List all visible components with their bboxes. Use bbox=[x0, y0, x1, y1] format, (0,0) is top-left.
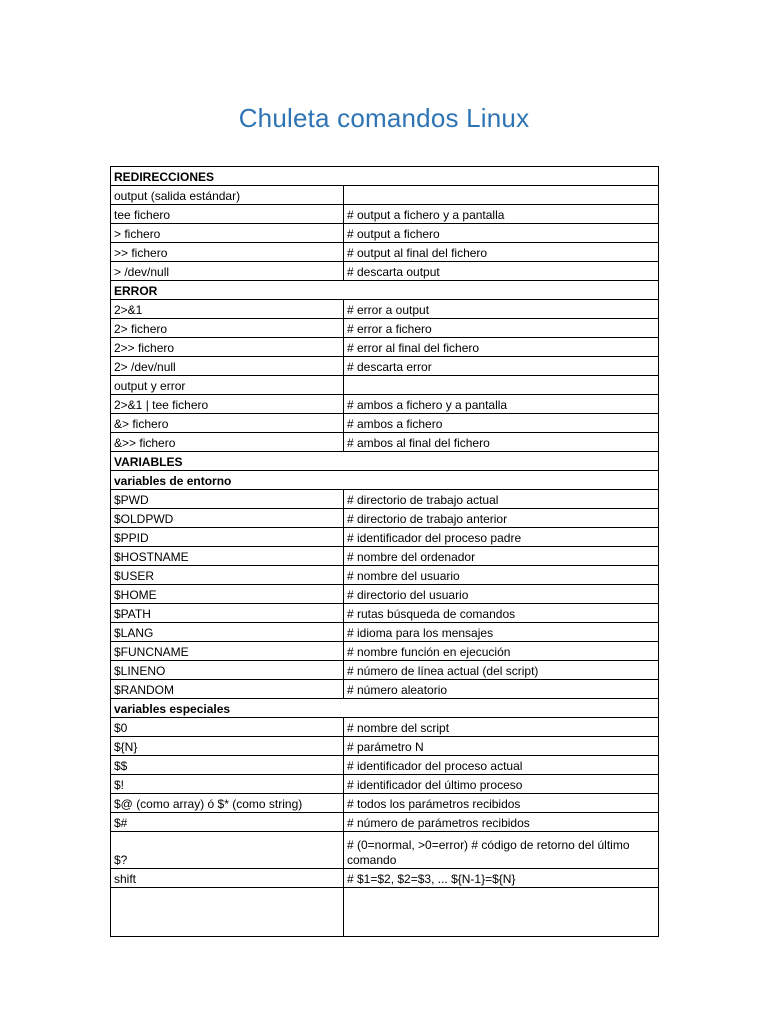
description-cell: # $1=$2, $2=$3, ... ${N-1}=${N} bbox=[344, 869, 659, 888]
table-row bbox=[111, 794, 659, 813]
command-cell: $@ (como array) ó $* (como string) bbox=[111, 794, 344, 813]
command-cell: >> fichero bbox=[111, 243, 344, 262]
description-cell: # nombre del usuario bbox=[344, 566, 659, 585]
table-row bbox=[111, 680, 659, 699]
command-cell: $RANDOM bbox=[111, 680, 344, 699]
section-title: REDIRECCIONES bbox=[111, 167, 659, 186]
table-row bbox=[111, 243, 659, 262]
table-row bbox=[111, 661, 659, 680]
section-title: VARIABLES bbox=[111, 452, 659, 471]
description-cell: # identificador del último proceso bbox=[344, 775, 659, 794]
table-row bbox=[111, 642, 659, 661]
command-cell: $LINENO bbox=[111, 661, 344, 680]
description-cell: # error a output bbox=[344, 300, 659, 319]
description-cell: # directorio de trabajo actual bbox=[344, 490, 659, 509]
section-header-row bbox=[111, 452, 659, 471]
command-cell: $HOSTNAME bbox=[111, 547, 344, 566]
description-cell: # número de línea actual (del script) bbox=[344, 661, 659, 680]
subsection-header-row bbox=[111, 699, 659, 718]
table-row bbox=[111, 319, 659, 338]
description-cell: # idioma para los mensajes bbox=[344, 623, 659, 642]
table-row bbox=[111, 509, 659, 528]
description-cell: # número aleatorio bbox=[344, 680, 659, 699]
table-row bbox=[111, 585, 659, 604]
table-row bbox=[111, 433, 659, 452]
command-cell: 2>&1 | tee fichero bbox=[111, 395, 344, 414]
description-cell bbox=[344, 888, 659, 937]
table-row bbox=[111, 813, 659, 832]
command-cell: $LANG bbox=[111, 623, 344, 642]
table-row bbox=[111, 756, 659, 775]
description-cell: # ambos a fichero y a pantalla bbox=[344, 395, 659, 414]
table-row bbox=[111, 224, 659, 243]
table-row bbox=[111, 775, 659, 794]
description-cell: # error al final del fichero bbox=[344, 338, 659, 357]
description-cell: # parámetro N bbox=[344, 737, 659, 756]
description-cell: # ambos a fichero bbox=[344, 414, 659, 433]
description-cell: # nombre del script bbox=[344, 718, 659, 737]
command-cell: ${N} bbox=[111, 737, 344, 756]
description-cell: # output al final del fichero bbox=[344, 243, 659, 262]
cheat-table-body bbox=[111, 167, 659, 937]
table-row bbox=[111, 718, 659, 737]
table-row bbox=[111, 414, 659, 433]
table-row bbox=[111, 869, 659, 888]
subsection-title: variables especiales bbox=[111, 699, 659, 718]
table-row bbox=[111, 623, 659, 642]
table-row bbox=[111, 737, 659, 756]
command-cell: 2>> fichero bbox=[111, 338, 344, 357]
table-row bbox=[111, 300, 659, 319]
table-row bbox=[111, 490, 659, 509]
table-row bbox=[111, 604, 659, 623]
table-row bbox=[111, 376, 659, 395]
table-row bbox=[111, 547, 659, 566]
command-cell: output (salida estándar) bbox=[111, 186, 344, 205]
command-cell: $0 bbox=[111, 718, 344, 737]
document-title: Chuleta comandos Linux bbox=[238, 103, 530, 133]
command-cell: shift bbox=[111, 869, 344, 888]
description-cell: # directorio de trabajo anterior bbox=[344, 509, 659, 528]
command-cell: output y error bbox=[111, 376, 344, 395]
command-cell: $# bbox=[111, 813, 344, 832]
command-cell: > fichero bbox=[111, 224, 344, 243]
description-cell: # identificador del proceso actual bbox=[344, 756, 659, 775]
command-cell: $USER bbox=[111, 566, 344, 585]
table-row bbox=[111, 338, 659, 357]
description-cell: # directorio del usuario bbox=[344, 585, 659, 604]
command-cell: 2>&1 bbox=[111, 300, 344, 319]
section-title: ERROR bbox=[111, 281, 659, 300]
description-cell: # descarta output bbox=[344, 262, 659, 281]
table-row bbox=[111, 262, 659, 281]
description-cell: # output a fichero bbox=[344, 224, 659, 243]
description-cell: # ambos al final del fichero bbox=[344, 433, 659, 452]
description-cell: # nombre función en ejecución bbox=[344, 642, 659, 661]
command-cell bbox=[111, 888, 344, 937]
command-cell: $HOME bbox=[111, 585, 344, 604]
description-cell: # nombre del ordenador bbox=[344, 547, 659, 566]
table-row bbox=[111, 832, 659, 869]
description-cell: # número de parámetros recibidos bbox=[344, 813, 659, 832]
description-cell: # error a fichero bbox=[344, 319, 659, 338]
command-cell: $PPID bbox=[111, 528, 344, 547]
command-cell: $$ bbox=[111, 756, 344, 775]
description-cell: # identificador del proceso padre bbox=[344, 528, 659, 547]
command-cell: $OLDPWD bbox=[111, 509, 344, 528]
description-cell bbox=[344, 186, 659, 205]
table-row bbox=[111, 888, 659, 937]
command-cell: $FUNCNAME bbox=[111, 642, 344, 661]
command-cell: &> fichero bbox=[111, 414, 344, 433]
table-row bbox=[111, 357, 659, 376]
command-cell: > /dev/null bbox=[111, 262, 344, 281]
command-cheat-table bbox=[110, 166, 659, 937]
description-cell: # output a fichero y a pantalla bbox=[344, 205, 659, 224]
table-row bbox=[111, 528, 659, 547]
subsection-header-row bbox=[111, 471, 659, 490]
section-header-row bbox=[111, 167, 659, 186]
section-header-row bbox=[111, 281, 659, 300]
command-cell: $PATH bbox=[111, 604, 344, 623]
command-cell: $? bbox=[111, 832, 344, 869]
command-cell: 2> fichero bbox=[111, 319, 344, 338]
command-cell: tee fichero bbox=[111, 205, 344, 224]
description-cell: # (0=normal, >0=error) # código de retorno del último comando bbox=[344, 832, 659, 869]
table-row bbox=[111, 566, 659, 585]
table-row bbox=[111, 395, 659, 414]
description-cell bbox=[344, 376, 659, 395]
table-row bbox=[111, 186, 659, 205]
command-cell: $PWD bbox=[111, 490, 344, 509]
command-cell: 2> /dev/null bbox=[111, 357, 344, 376]
table-row bbox=[111, 205, 659, 224]
command-cell: $! bbox=[111, 775, 344, 794]
description-cell: # todos los parámetros recibidos bbox=[344, 794, 659, 813]
description-cell: # descarta error bbox=[344, 357, 659, 376]
description-cell: # rutas búsqueda de comandos bbox=[344, 604, 659, 623]
subsection-title: variables de entorno bbox=[111, 471, 659, 490]
command-cell: &>> fichero bbox=[111, 433, 344, 452]
